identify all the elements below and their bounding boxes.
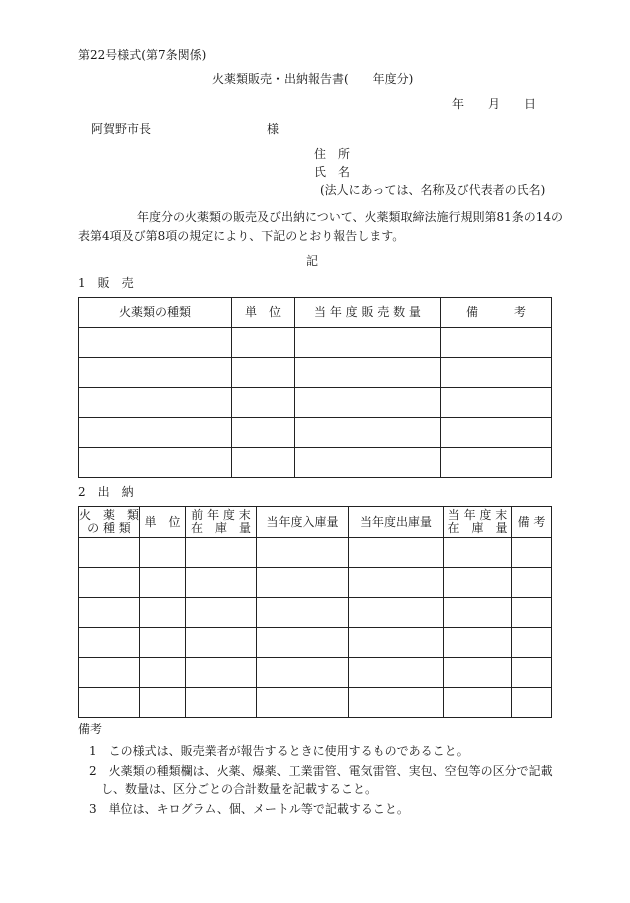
- table-cell[interactable]: [140, 628, 186, 658]
- table-cell[interactable]: [349, 538, 444, 568]
- table-cell[interactable]: [257, 658, 349, 688]
- table-cell[interactable]: [79, 358, 232, 388]
- table-cell[interactable]: [257, 568, 349, 598]
- table-cell[interactable]: [186, 688, 257, 718]
- table-cell[interactable]: [79, 538, 140, 568]
- table-cell[interactable]: [444, 628, 512, 658]
- io-column-header-line: 当年度入庫量: [266, 514, 339, 529]
- name-label: 氏 名: [314, 165, 351, 179]
- io-column-header-line: の 種 類: [87, 521, 131, 535]
- table-row: [79, 658, 552, 688]
- body-text-line-1: 年度分の火薬類の販売及び出納について、火薬類取締法施行規則第81条の14の: [137, 210, 564, 224]
- table-row: [79, 418, 552, 448]
- date-line: 年 月 日: [452, 97, 537, 111]
- table-row: [79, 568, 552, 598]
- table-cell[interactable]: [140, 568, 186, 598]
- table-cell[interactable]: [79, 658, 140, 688]
- table-cell[interactable]: [140, 598, 186, 628]
- remarks-heading: 備考: [78, 722, 103, 736]
- table-cell[interactable]: [232, 328, 295, 358]
- io-column-header-line: 備 考: [517, 514, 546, 529]
- io-table: [78, 506, 552, 718]
- io-header-row: [79, 507, 552, 538]
- table-row: [79, 388, 552, 418]
- table-cell[interactable]: [79, 418, 232, 448]
- remark-item-3: 3 単位は、キログラム、個、メートル等で記載すること。: [89, 802, 409, 816]
- table-cell[interactable]: [257, 688, 349, 718]
- remark-item-2-cont: し、数量は、区分ごとの合計数量を記載すること。: [101, 782, 378, 796]
- table-cell[interactable]: [79, 448, 232, 478]
- table-cell[interactable]: [295, 388, 441, 418]
- table-cell[interactable]: [349, 598, 444, 628]
- io-column-header-line: 単 位: [144, 514, 181, 529]
- sales-column-header: 当 年 度 販 売 数 量: [295, 298, 441, 328]
- io-column-header-line: 前 年 度 末: [191, 508, 251, 522]
- table-cell[interactable]: [79, 568, 140, 598]
- table-cell[interactable]: [349, 628, 444, 658]
- io-column-header: [186, 507, 257, 538]
- table-cell[interactable]: [186, 628, 257, 658]
- io-heading: 2 出 納: [78, 485, 134, 499]
- io-column-header-line: 当年度出庫量: [359, 514, 432, 529]
- table-row: [79, 448, 552, 478]
- addressee-honorific: 様: [267, 122, 280, 136]
- table-cell[interactable]: [295, 358, 441, 388]
- table-cell[interactable]: [186, 538, 257, 568]
- io-column-header: [512, 507, 552, 538]
- table-cell[interactable]: [140, 658, 186, 688]
- table-cell[interactable]: [140, 538, 186, 568]
- table-row: [79, 688, 552, 718]
- table-cell[interactable]: [349, 658, 444, 688]
- sales-column-header: 備 考: [441, 298, 552, 328]
- table-cell[interactable]: [441, 328, 552, 358]
- form-number: 第22号様式(第7条関係): [78, 48, 207, 62]
- sales-column-header: 単 位: [232, 298, 295, 328]
- io-column-header: [140, 507, 186, 538]
- document-title: 火薬類販売・出納報告書( 年度分): [212, 72, 414, 86]
- table-cell[interactable]: [441, 358, 552, 388]
- table-cell[interactable]: [140, 688, 186, 718]
- table-row: [79, 328, 552, 358]
- table-cell[interactable]: [257, 538, 349, 568]
- table-cell[interactable]: [79, 328, 232, 358]
- io-column-header: [349, 507, 444, 538]
- io-column-header: [257, 507, 349, 538]
- sales-column-header: 火薬類の種類: [79, 298, 232, 328]
- table-cell[interactable]: [295, 448, 441, 478]
- io-column-header-line: 火 薬 類: [79, 508, 140, 522]
- table-cell[interactable]: [232, 388, 295, 418]
- sales-table: [78, 297, 552, 478]
- table-cell[interactable]: [444, 688, 512, 718]
- io-column-header-line: 当 年 度 末: [447, 508, 508, 522]
- table-cell[interactable]: [232, 448, 295, 478]
- table-cell[interactable]: [232, 358, 295, 388]
- table-cell[interactable]: [186, 658, 257, 688]
- table-cell[interactable]: [79, 388, 232, 418]
- table-cell[interactable]: [444, 598, 512, 628]
- table-cell[interactable]: [295, 418, 441, 448]
- table-cell[interactable]: [512, 538, 552, 568]
- table-cell[interactable]: [79, 598, 140, 628]
- table-cell[interactable]: [441, 388, 552, 418]
- table-cell[interactable]: [232, 418, 295, 448]
- body-text-line-2: 表第4項及び第8項の規定により、下記のとおり報告します。: [78, 229, 405, 243]
- io-column-header-line: 在 庫 量: [447, 521, 508, 535]
- io-column-header-line: 在 庫 量: [190, 521, 251, 535]
- table-row: [79, 358, 552, 388]
- table-cell[interactable]: [349, 568, 444, 598]
- table-cell[interactable]: [512, 598, 552, 628]
- remark-item-2: 2 火薬類の種類欄は、火薬、爆薬、工業雷管、電気雷管、実包、空包等の区分で記載: [89, 764, 553, 778]
- table-row: [79, 628, 552, 658]
- table-cell[interactable]: [512, 568, 552, 598]
- table-cell[interactable]: [441, 418, 552, 448]
- corporation-note: (法人にあっては、名称及び代表者の氏名): [320, 183, 546, 197]
- remark-item-1: 1 この様式は、販売業者が報告するときに使用するものであること。: [89, 744, 469, 758]
- table-row: [79, 598, 552, 628]
- table-row: [79, 538, 552, 568]
- table-cell[interactable]: [444, 658, 512, 688]
- table-cell[interactable]: [186, 598, 257, 628]
- addressee: 阿賀野市長: [91, 122, 152, 136]
- ki-marker: 記: [306, 254, 319, 268]
- table-cell[interactable]: [79, 688, 140, 718]
- table-cell[interactable]: [444, 568, 512, 598]
- io-column-header: [444, 507, 512, 538]
- io-column-header: [79, 507, 140, 538]
- sales-header-row: [79, 298, 552, 328]
- table-cell[interactable]: [79, 628, 140, 658]
- address-label: 住 所: [314, 147, 351, 161]
- table-cell[interactable]: [512, 688, 552, 718]
- table-cell[interactable]: [186, 568, 257, 598]
- table-cell[interactable]: [512, 628, 552, 658]
- table-cell[interactable]: [441, 448, 552, 478]
- sales-heading: 1 販 売: [78, 276, 134, 290]
- table-cell[interactable]: [444, 538, 512, 568]
- table-cell[interactable]: [257, 598, 349, 628]
- table-cell[interactable]: [512, 658, 552, 688]
- table-cell[interactable]: [257, 628, 349, 658]
- table-cell[interactable]: [295, 328, 441, 358]
- table-cell[interactable]: [349, 688, 444, 718]
